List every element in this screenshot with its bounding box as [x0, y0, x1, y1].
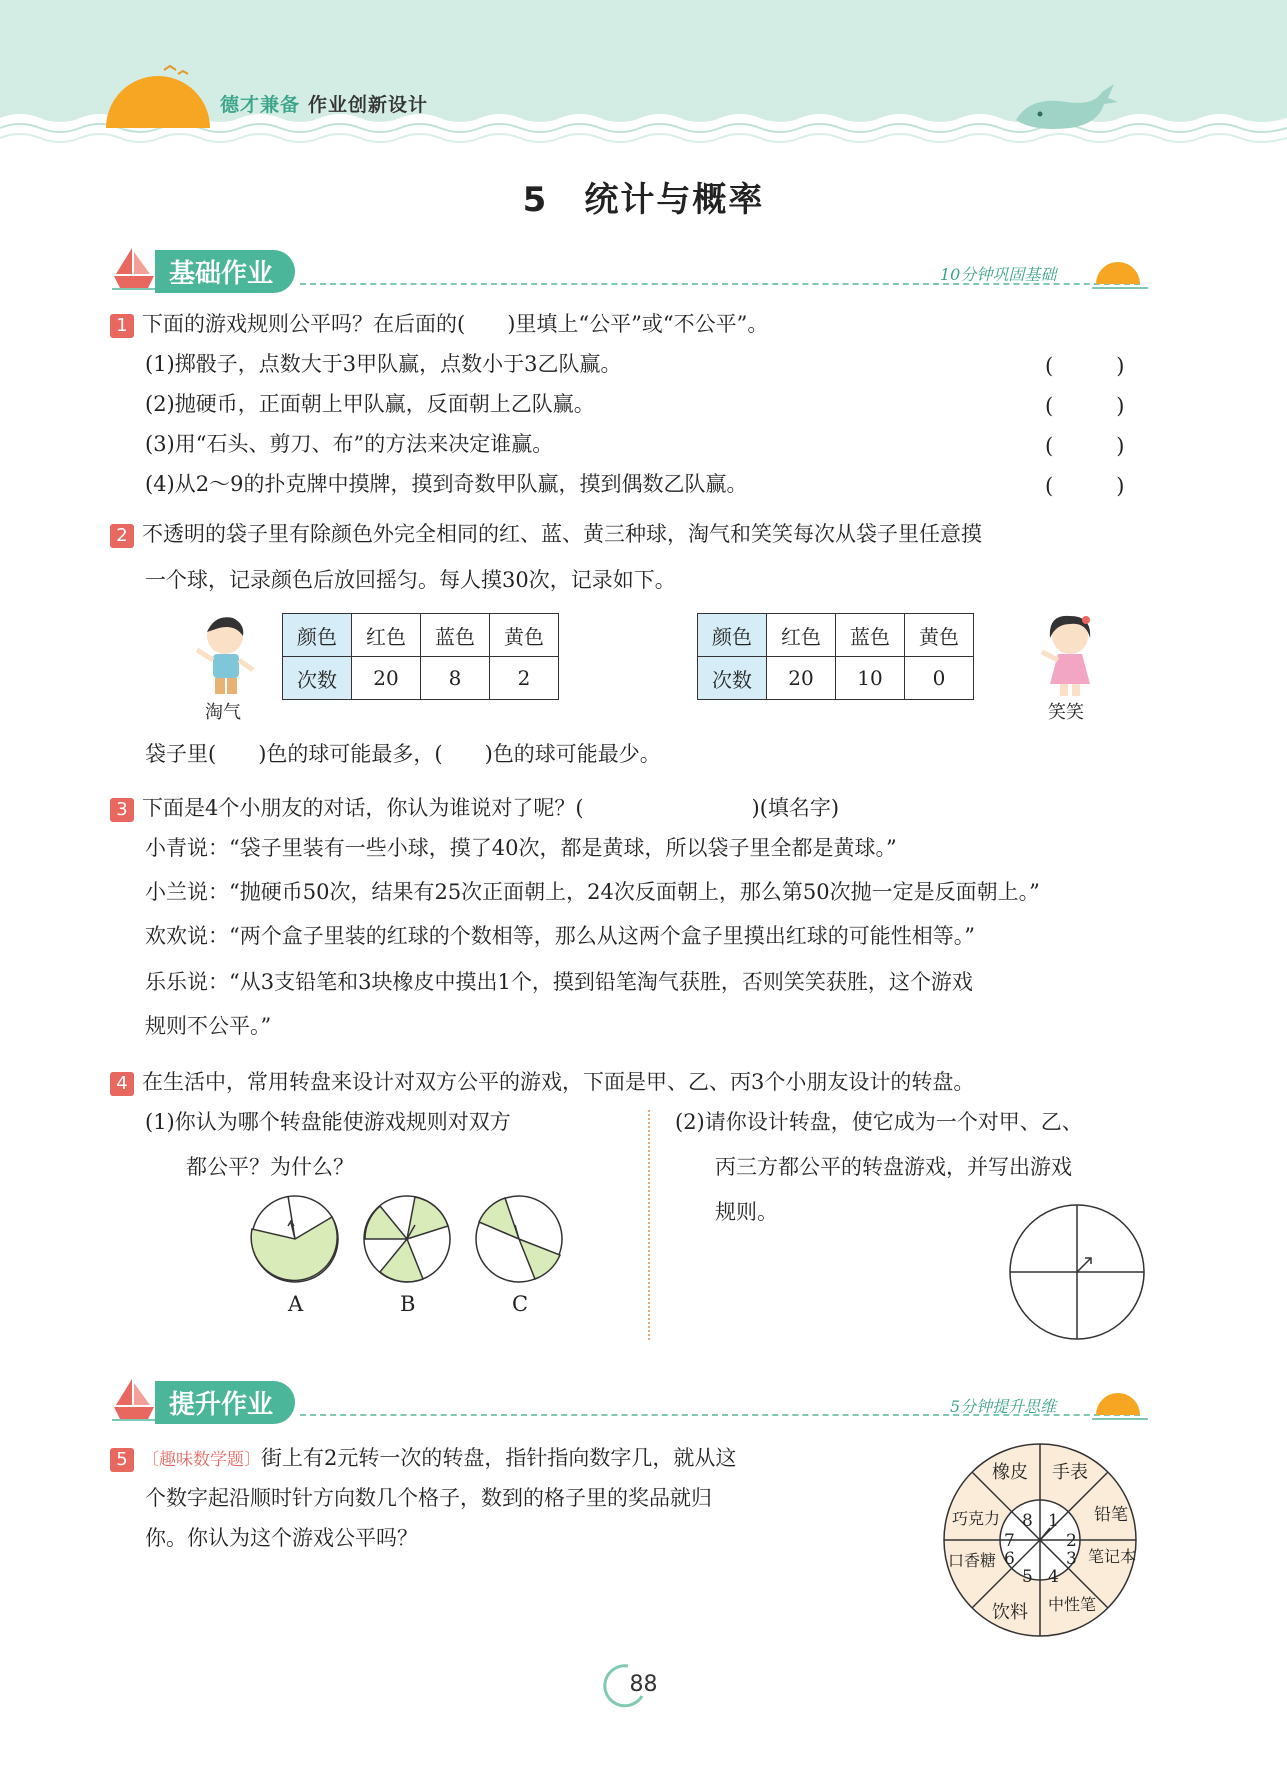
q4-stem	[110, 1068, 974, 1096]
wheel-prize-8: 橡皮	[992, 1462, 1028, 1483]
spinner-label-a: A	[288, 1292, 304, 1316]
q1-item-3: (3)用“石头、剪刀、布”的方法来决定谁赢。	[145, 432, 554, 456]
q2-line-1: 不透明的袋子里有除颜色外完全相同的红、蓝、黄三种球，淘气和笑笑每次从袋子里任意摸	[142, 522, 982, 546]
wheel-number-3: 3	[1066, 1549, 1077, 1569]
table-cell: 8	[421, 657, 490, 700]
q3-line-1: 小青说：“袋子里装有一些小球，摸了40次，都是黄球，所以袋子里全都是黄球。”	[145, 836, 897, 860]
table-cell: 20	[767, 657, 836, 700]
table-cell: 红色	[767, 614, 836, 657]
brand-green: 德才兼备	[220, 94, 301, 116]
table-cell: 次数	[283, 657, 352, 700]
q1-answer-blank-2[interactable]: ( )	[1045, 394, 1125, 418]
q5-line-1: 街上有2元转一次的转盘，指针指向数字几，就从这	[261, 1446, 737, 1470]
section-basic-title: 基础作业	[155, 250, 295, 293]
wheel-prize-1: 手表	[1052, 1462, 1088, 1483]
spinner-a	[251, 1196, 338, 1282]
small-sun-icon	[1090, 1385, 1150, 1425]
q3-line-2: 小兰说：“抛硬币50次，结果有25次正面朝上，24次反面朝上，那么第50次抛一定是反面朝上。”	[145, 880, 1040, 904]
q3-line-4: 乐乐说：“从3支铅笔和3块橡皮中摸出1个，摸到铅笔淘气获胜，否则笑笑获胜，这个游戏	[145, 970, 973, 994]
q5-line-2: 个数字起沿顺时针方向数几个格子，数到的格子里的奖品就归	[145, 1486, 712, 1510]
boy-taoqi-illustration	[185, 610, 265, 700]
q1-item-2: (2)抛硬币，正面朝上甲队赢，反面朝上乙队赢。	[145, 392, 595, 416]
wheel-number-4: 4	[1048, 1567, 1059, 1587]
q5-line-3: 你。你认为这个游戏公平吗？	[145, 1526, 418, 1550]
q2-stem-1	[110, 520, 982, 548]
page-number: 88	[629, 1672, 658, 1697]
table-row	[698, 614, 974, 657]
wheel-prize-6: 口香糖	[948, 1551, 997, 1570]
spinners-abc	[245, 1195, 575, 1295]
q3-stem	[110, 794, 839, 822]
q3-stem-text: 下面是4个小朋友的对话，你认为谁说对了呢？( )(填名字)	[142, 796, 840, 820]
brand-label	[220, 90, 428, 117]
table-cell: 红色	[352, 614, 421, 657]
table-cell: 蓝色	[836, 614, 905, 657]
spinner-c	[476, 1196, 562, 1282]
table-row	[283, 657, 559, 700]
sailboat-icon	[110, 1377, 158, 1421]
table-row	[698, 657, 974, 700]
q1-stem-text: 下面的游戏规则公平吗？在后面的( )里填上“公平”或“不公平”。	[142, 312, 769, 336]
q1-stem	[110, 310, 768, 338]
table-cell: 颜色	[283, 614, 352, 657]
q2-number: 2	[110, 524, 134, 548]
q5-stem	[110, 1444, 736, 1474]
brand-dark: 作业创新设计	[308, 94, 429, 116]
table-cell: 10	[836, 657, 905, 700]
section-advanced-note: 5分钟提升思维	[950, 1397, 1057, 1416]
q1-item-1: (1)掷骰子，点数大于3甲队赢，点数小于3乙队赢。	[145, 352, 622, 376]
table-cell: 黄色	[905, 614, 974, 657]
wheel-number-1: 1	[1048, 1511, 1059, 1531]
wheel-prize-4: 中性笔	[1048, 1595, 1097, 1614]
small-sun-icon	[1090, 254, 1150, 294]
q3-number: 3	[110, 798, 134, 822]
spinner-label-c: C	[512, 1292, 529, 1316]
q1-answer-blank-1[interactable]: ( )	[1045, 354, 1125, 378]
q3-line-5: 规则不公平。”	[145, 1014, 272, 1038]
prize-wheel	[940, 1440, 1140, 1640]
q2-line-2: 一个球，记录颜色后放回摇匀。每人摸30次，记录如下。	[145, 568, 676, 592]
q4-right-line-1: (2)请你设计转盘，使它成为一个对甲、乙、	[675, 1110, 1083, 1134]
q1-number: 1	[110, 314, 134, 338]
q4-number: 4	[110, 1072, 134, 1096]
q4-right-line-2: 丙三方都公平的转盘游戏，并写出游戏	[715, 1155, 1072, 1179]
sun-icon	[104, 60, 214, 130]
table-cell: 次数	[698, 657, 767, 700]
q1-item-4: (4)从2～9的扑克牌中摸牌，摸到奇数甲队赢，摸到偶数乙队赢。	[145, 472, 748, 496]
section-basic-note: 10分钟巩固基础	[940, 265, 1057, 284]
wheel-number-2: 2	[1066, 1531, 1077, 1551]
section-advanced-title: 提升作业	[155, 1381, 295, 1424]
q1-answer-blank-3[interactable]: ( )	[1045, 434, 1125, 458]
q1-answer-blank-4[interactable]: ( )	[1045, 474, 1125, 498]
table-cell: 黄色	[490, 614, 559, 657]
girl-xiaoxiao-illustration	[1030, 610, 1110, 700]
table-row	[283, 614, 559, 657]
spinner-b	[364, 1196, 450, 1282]
table-taoqi	[282, 613, 559, 700]
q4-left-line-2: 都公平？为什么？	[186, 1155, 354, 1179]
table-cell: 0	[905, 657, 974, 700]
wheel-prize-7: 巧克力	[952, 1509, 1001, 1528]
wheel-number-7: 7	[1004, 1531, 1015, 1551]
q4-right-line-3: 规则。	[715, 1200, 778, 1224]
wheel-prize-3: 笔记本	[1088, 1547, 1137, 1566]
q4-left-line-1: (1)你认为哪个转盘能使游戏规则对双方	[145, 1110, 511, 1134]
sailboat-icon	[110, 246, 158, 290]
wheel-prize-2: 铅笔	[1094, 1505, 1128, 1525]
wheel-number-5: 5	[1022, 1567, 1033, 1587]
table-cell: 20	[352, 657, 421, 700]
name-taoqi: 淘气	[205, 702, 241, 723]
q4-column-divider	[648, 1110, 650, 1340]
table-cell: 蓝色	[421, 614, 490, 657]
table-xiaoxiao	[697, 613, 974, 700]
blank-spinner	[1005, 1202, 1155, 1352]
wheel-number-6: 6	[1004, 1549, 1015, 1569]
q4-stem-text: 在生活中，常用转盘来设计对双方公平的游戏，下面是甲、乙、丙3个小朋友设计的转盘。	[142, 1070, 975, 1094]
wheel-prize-5: 饮料	[992, 1602, 1028, 1623]
whale-icon	[1010, 78, 1120, 138]
page-title: 5 统计与概率	[522, 180, 765, 220]
table-cell: 2	[490, 657, 559, 700]
table-cell: 颜色	[698, 614, 767, 657]
wheel-number-8: 8	[1022, 1511, 1033, 1531]
q5-number: 5	[110, 1448, 134, 1472]
spinner-label-b: B	[400, 1292, 416, 1316]
q3-line-3: 欢欢说：“两个盒子里装的红球的个数相等，那么从这两个盒子里摸出红球的可能性相等。”	[145, 924, 975, 948]
q2-answer-line: 袋子里( )色的球可能最多，( )色的球可能最少。	[145, 742, 661, 766]
name-xiaoxiao: 笑笑	[1048, 702, 1084, 723]
q5-tag: 〔趣味数学题〕	[142, 1450, 261, 1470]
